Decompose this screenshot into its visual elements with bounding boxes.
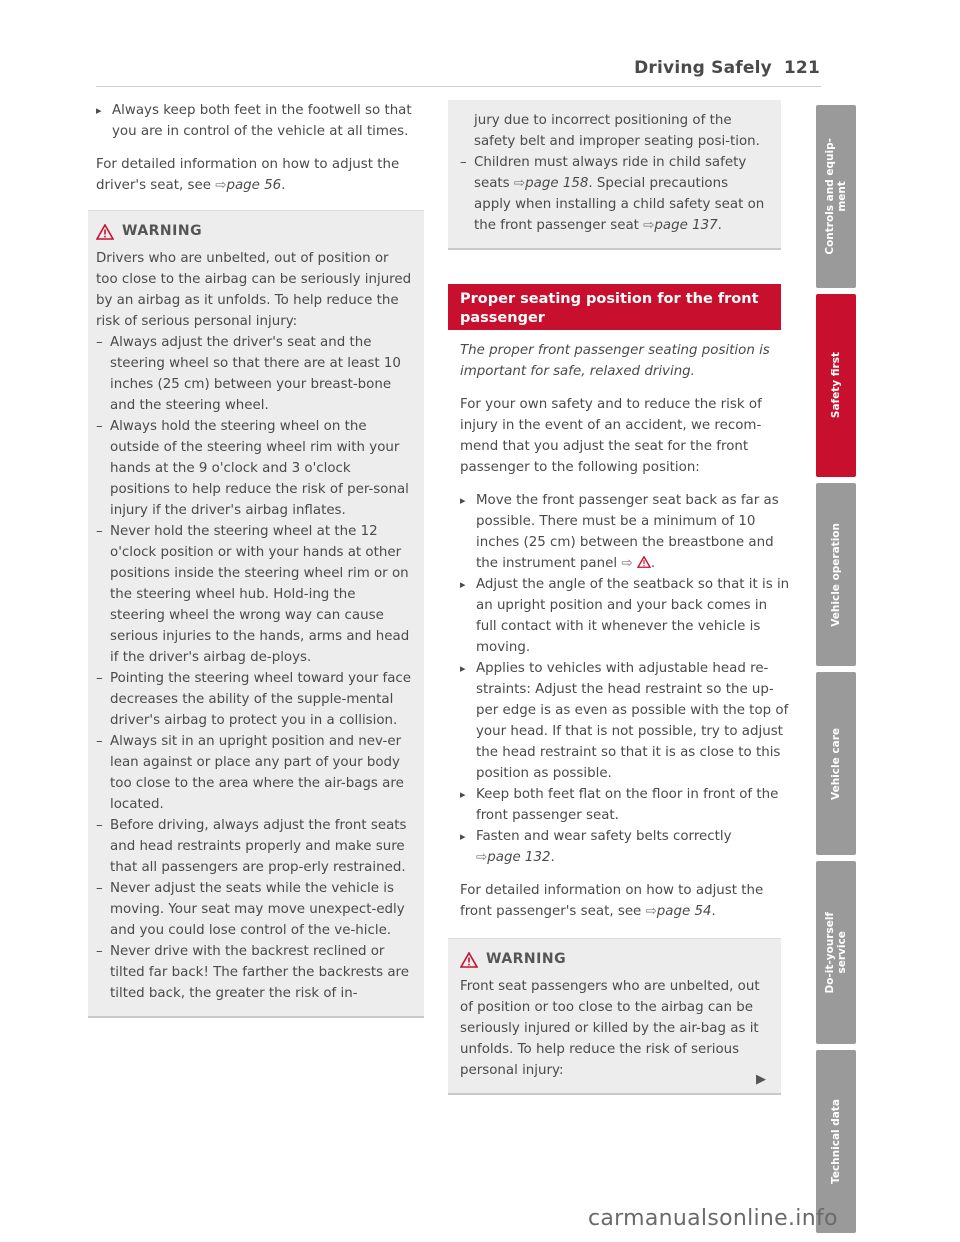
bullet-text: Move the front passenger seat back as far as possible. There must be a minimum of 10 inches (25 cm) between the breastbone and the instrument panel xyxy=(476,493,779,571)
warning-intro: Drivers who are unbelted, out of position or too close to the airbag can be seriously injured by an airbag as it unfolds. To help reduce the risk of serious personal injury: xyxy=(96,251,412,329)
tab-label: Vehicle care xyxy=(830,727,842,800)
tab-safety-first[interactable] xyxy=(816,294,856,477)
warning-item: – Always hold the steering wheel on the outside of the steering wheel rim with your hands at the 9 o'clock and 3 o'clock positions to help reduce the risk of per-sonal injury if the driver's airbag inflates. xyxy=(96,416,414,521)
tab-controls-and-equipment[interactable] xyxy=(816,105,856,288)
arrow-icon: ⇨ xyxy=(621,556,633,571)
chapter-title: Driving Safely xyxy=(634,58,772,78)
section-paragraph: For your own safety and to reduce the risk of injury in the event of an accident, we recom-mend that you adjust the seat for the front passenger to the following position: xyxy=(460,397,762,475)
right-column-body xyxy=(460,340,790,1095)
detail-paragraph: For detailed information on how to adjust the driver's seat, see ⇨page 56. xyxy=(96,157,400,193)
right-column xyxy=(460,100,790,250)
warning-text: Front seat passengers who are unbelted, out of position or too close to the airbag can be seriously injured or killed by the air-bag as it unfolds. To help reduce the risk of serious personal injury: xyxy=(460,979,760,1078)
children-text: Children must always ride in child safety seats xyxy=(474,155,747,191)
warning-heading xyxy=(96,221,414,242)
warning-continued-text: jury due to incorrect positioning of the safety belt and improper seating posi-tion. xyxy=(474,113,760,149)
bullet-text: Fasten and wear safety belts correctly xyxy=(476,829,732,844)
warning-item: – Before driving, always adjust the front seats and head restraints properly and make sure that all passengers are prop-erly restrained. xyxy=(96,815,414,878)
tab-label: Technical data xyxy=(830,1099,842,1184)
bullet-item: ▸ Adjust the angle of the seatback so that it is in an upright position and your back comes in full contact with it whenever the vehicle is moving. xyxy=(460,574,790,658)
xref-page-132[interactable]: page 132 xyxy=(487,850,551,865)
warning-triangle-icon[interactable] xyxy=(637,556,651,568)
warning-title: WARNING xyxy=(122,223,203,239)
warning-item: – Never drive with the backrest reclined or tilted far back! The farther the backrests are tilted back, the greater the risk of in- xyxy=(96,941,414,1004)
tab-vehicle-operation[interactable] xyxy=(816,483,856,666)
warning-continued-box xyxy=(448,100,781,250)
arrow-icon: ⇨ xyxy=(215,178,227,193)
arrow-icon: ⇨ xyxy=(513,176,526,191)
xref-page-54[interactable]: page 54 xyxy=(656,904,712,919)
detail-text: For detailed information on how to adjust the front passenger's seat, see xyxy=(460,883,764,919)
section-title: Proper seating position for the front passenger xyxy=(448,284,781,330)
header-rule xyxy=(96,86,821,87)
tab-label: Vehicle operation xyxy=(830,522,842,627)
warning-item: – Never adjust the seats while the vehicle is moving. Your seat may move unexpect-edly and you could lose control of the ve-hicle. xyxy=(96,878,414,941)
arrow-icon: ⇨ xyxy=(643,218,655,233)
continued-arrow-icon: ▶ xyxy=(756,1072,766,1087)
warning-triangle-icon xyxy=(460,952,478,968)
tab-do-it-yourself-service[interactable] xyxy=(816,861,856,1044)
arrow-icon: ⇨ xyxy=(476,850,488,865)
warning-item: – Never hold the steering wheel at the 12 o'clock position or with your hands at other positions inside the steering wheel rim or on the steering wheel hub. Hold-ing the steering wheel the wrong way can cause serious injuries to the hands, arms and head if the driver's airbag de-ploys. xyxy=(96,521,414,668)
warning-title: WARNING xyxy=(486,951,567,967)
xref-page-56[interactable]: page 56 xyxy=(226,178,282,193)
bullet-feet: ▸ Always keep both feet in the footwell so that you are in control of the vehicle at all times. xyxy=(96,100,426,142)
warning-triangle-icon xyxy=(96,224,114,240)
warning-box xyxy=(448,938,781,1095)
warning-box xyxy=(88,210,424,1018)
tab-label: Safety first xyxy=(830,352,842,419)
detail-text: For detailed information on how to adjust the driver's seat, see xyxy=(96,157,400,193)
children-text-2: . Special precautions apply when installing a child safety seat on the front passenger seat xyxy=(474,176,765,233)
bullet-item: ▸ Keep both feet flat on the floor in front of the front passenger seat. xyxy=(460,784,790,826)
section-intro: The proper front passenger seating position is important for safe, relaxed driving. xyxy=(460,343,770,379)
warning-heading xyxy=(460,949,769,970)
xref-page-137[interactable]: page 137 xyxy=(654,218,718,233)
warning-item: – Always sit in an upright position and nev-er lean against or place any part of your body too close to the area where the air-bags are located. xyxy=(96,731,414,815)
page-number: 121 xyxy=(783,58,820,78)
tab-label: Controls and equip- ment xyxy=(824,138,848,255)
bullet-item: ▸ Move the front passenger seat back as far as possible. There must be a minimum of 10 inches (25 cm) between the breastbone and the instrument panel ⇨ . xyxy=(460,490,790,574)
arrow-icon: ⇨ xyxy=(645,904,657,919)
bullet-item: ▸ Fasten and wear safety belts correctly ⇨page 132. xyxy=(460,826,790,868)
warning-item: – Pointing the steering wheel toward your face decreases the ability of the supple-mental driver's airbag to protect you in a collision. xyxy=(96,668,414,731)
left-column xyxy=(96,100,426,1018)
detail-paragraph: For detailed information on how to adjust the front passenger's seat, see ⇨page 54. xyxy=(460,883,764,919)
running-header xyxy=(634,58,820,78)
tab-vehicle-care[interactable] xyxy=(816,672,856,855)
xref-page-158[interactable]: page 158 xyxy=(525,176,589,191)
bullet-item: ▸ Applies to vehicles with adjustable head re-straints: Adjust the head restraint so the up-per edge is as even as possible with the top of your head. If that is not possible, try to adjust the head restraint so that it is as close to this position as possible. xyxy=(460,658,790,784)
warning-item: – Always adjust the driver's seat and the steering wheel so that there are at least 10 inches (25 cm) between your breast-bone and the steering wheel. xyxy=(96,332,414,416)
watermark: carmanualsonline.info xyxy=(588,1206,838,1231)
children-item: – Children must always ride in child safety seats ⇨page 158. Special precautions apply when installing a child safety seat on the front passenger seat ⇨page 137. xyxy=(460,152,769,236)
tab-label: Do-it-yourself service xyxy=(824,911,848,994)
